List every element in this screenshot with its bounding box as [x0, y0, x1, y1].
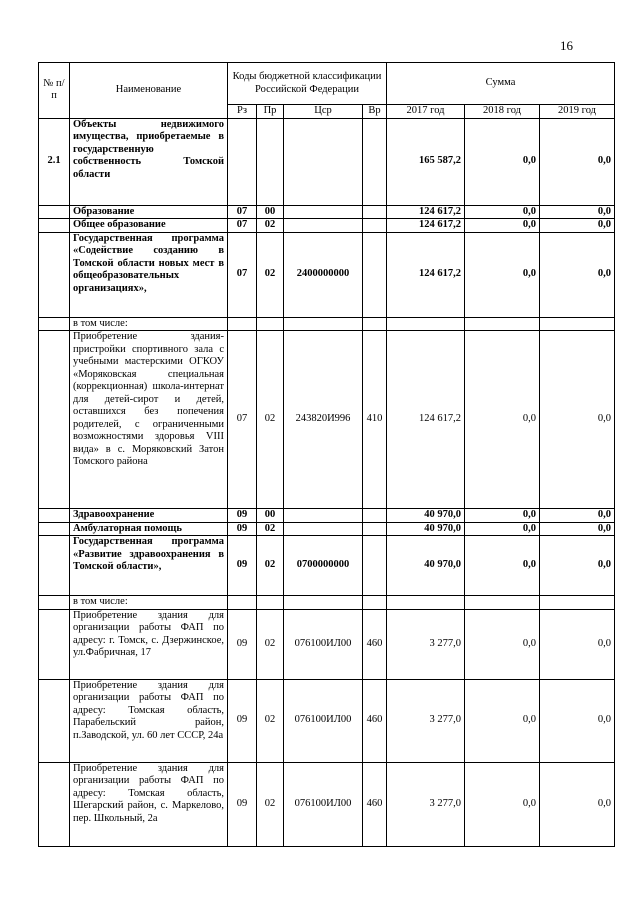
cell-2018: 0,0 [465, 762, 540, 846]
cell-vr [363, 317, 387, 331]
header-2017: 2017 год [387, 105, 465, 119]
cell-2019: 0,0 [540, 536, 615, 596]
cell-2018: 0,0 [465, 536, 540, 596]
cell-pr: 02 [257, 609, 284, 679]
cell-vr [363, 509, 387, 523]
cell-name: в том числе: [70, 596, 228, 610]
cell-2018: 0,0 [465, 509, 540, 523]
cell-rz: 09 [228, 522, 257, 536]
cell-name: Приобретение здания для организации работы ФАП по адресу: г. Томск, с. Дзержинское, ул.Фабричная, 17 [70, 609, 228, 679]
cell-2017: 124 617,2 [387, 331, 465, 509]
table-row [39, 205, 615, 219]
cell-rz: 09 [228, 679, 257, 762]
cell-2018: 0,0 [465, 679, 540, 762]
cell-2017: 124 617,2 [387, 219, 465, 233]
cell-csr [284, 522, 363, 536]
cell-2017: 40 970,0 [387, 536, 465, 596]
cell-2019: 0,0 [540, 331, 615, 509]
cell-name: Образование [70, 205, 228, 219]
cell-2019: 0,0 [540, 609, 615, 679]
cell-name: Общее образование [70, 219, 228, 233]
header-2018: 2018 год [465, 105, 540, 119]
table-row [39, 596, 615, 610]
cell-pr [257, 596, 284, 610]
cell-name: Приобретение здания для организации работы ФАП по адресу: Томская область, Парабельский район, п.Заводской, ул. 60 лет СССР, 24а [70, 679, 228, 762]
cell-name: Государственная программа «Содействие созданию в Томской области новых мест в общеобразовательных организациях», [70, 232, 228, 317]
cell-num [39, 219, 70, 233]
cell-vr: 460 [363, 609, 387, 679]
cell-vr [363, 522, 387, 536]
cell-2019: 0,0 [540, 522, 615, 536]
budget-table [38, 62, 615, 847]
cell-rz [228, 118, 257, 205]
cell-rz: 09 [228, 536, 257, 596]
cell-csr: 243820И996 [284, 331, 363, 509]
cell-2018: 0,0 [465, 118, 540, 205]
header-num: № п/п [39, 63, 70, 119]
cell-csr: 076100ИЛ00 [284, 762, 363, 846]
cell-name: в том числе: [70, 317, 228, 331]
cell-rz [228, 317, 257, 331]
cell-csr [284, 509, 363, 523]
cell-2017: 165 587,2 [387, 118, 465, 205]
cell-csr [284, 118, 363, 205]
header-pr: Пр [257, 105, 284, 119]
cell-name: Объекты недвижимого имущества, приобретаемые в государственную собственность Томской области [70, 118, 228, 205]
cell-num: 2.1 [39, 118, 70, 205]
cell-num [39, 762, 70, 846]
cell-name: Здравоохранение [70, 509, 228, 523]
cell-pr [257, 118, 284, 205]
cell-2017: 40 970,0 [387, 522, 465, 536]
cell-num [39, 331, 70, 509]
cell-pr: 02 [257, 219, 284, 233]
cell-vr [363, 536, 387, 596]
cell-rz: 07 [228, 205, 257, 219]
table-row [39, 232, 615, 317]
cell-2017: 3 277,0 [387, 609, 465, 679]
cell-pr: 02 [257, 679, 284, 762]
cell-rz [228, 596, 257, 610]
table-row [39, 609, 615, 679]
cell-2017: 3 277,0 [387, 762, 465, 846]
page-number: 16 [560, 38, 573, 53]
cell-vr: 460 [363, 762, 387, 846]
header-sum: Сумма [387, 63, 615, 105]
cell-2019: 0,0 [540, 205, 615, 219]
header-codes: Коды бюджетной классификации Российской Федерации [228, 63, 387, 105]
cell-rz: 09 [228, 762, 257, 846]
header-rz: Рз [228, 105, 257, 119]
cell-pr: 02 [257, 536, 284, 596]
cell-pr: 00 [257, 509, 284, 523]
cell-2018: 0,0 [465, 609, 540, 679]
cell-csr [284, 205, 363, 219]
table-row [39, 219, 615, 233]
cell-2019: 0,0 [540, 762, 615, 846]
cell-vr [363, 205, 387, 219]
cell-rz: 07 [228, 232, 257, 317]
cell-2017 [387, 317, 465, 331]
cell-2019 [540, 596, 615, 610]
cell-rz: 07 [228, 219, 257, 233]
cell-2018: 0,0 [465, 331, 540, 509]
cell-num [39, 232, 70, 317]
cell-2018: 0,0 [465, 219, 540, 233]
cell-pr: 02 [257, 522, 284, 536]
cell-2018 [465, 596, 540, 610]
cell-2017: 3 277,0 [387, 679, 465, 762]
cell-2017 [387, 596, 465, 610]
cell-vr [363, 596, 387, 610]
cell-num [39, 522, 70, 536]
cell-csr: 2400000000 [284, 232, 363, 317]
cell-2018: 0,0 [465, 205, 540, 219]
cell-name: Приобретение здания-пристройки спортивного зала с учебными мастерскими ОГКОУ «Моряковская специальная (коррекционная) школа-интернат для детей-сирот и детей, оставшихся без попечения родителей, с ограниченными возможностями здоровья VIII вида» в с. Моряковский Затон Томского района [70, 331, 228, 509]
table-row [39, 317, 615, 331]
cell-vr [363, 232, 387, 317]
cell-2019: 0,0 [540, 679, 615, 762]
cell-pr: 02 [257, 762, 284, 846]
table-row [39, 509, 615, 523]
cell-name: Амбулаторная помощь [70, 522, 228, 536]
cell-2018 [465, 317, 540, 331]
header-2019: 2019 год [540, 105, 615, 119]
cell-csr [284, 596, 363, 610]
cell-csr: 0700000000 [284, 536, 363, 596]
cell-vr [363, 219, 387, 233]
cell-num [39, 205, 70, 219]
cell-2019 [540, 317, 615, 331]
table-row [39, 762, 615, 846]
header-vr: Вр [363, 105, 387, 119]
cell-pr: 02 [257, 232, 284, 317]
cell-2019: 0,0 [540, 509, 615, 523]
cell-num [39, 509, 70, 523]
cell-vr: 460 [363, 679, 387, 762]
cell-num [39, 609, 70, 679]
header-csr: Цср [284, 105, 363, 119]
cell-pr [257, 317, 284, 331]
cell-num [39, 596, 70, 610]
cell-2019: 0,0 [540, 118, 615, 205]
cell-name: Приобретение здания для организации работы ФАП по адресу: Томская область, Шегарский район, с. Маркелово, пер. Школьный, 2а [70, 762, 228, 846]
cell-pr: 02 [257, 331, 284, 509]
table-row [39, 331, 615, 509]
cell-2019: 0,0 [540, 219, 615, 233]
table-row [39, 118, 615, 205]
cell-csr [284, 317, 363, 331]
cell-num [39, 536, 70, 596]
cell-name: Государственная программа «Развитие здравоохранения в Томской области», [70, 536, 228, 596]
cell-pr: 00 [257, 205, 284, 219]
table-row [39, 522, 615, 536]
cell-rz: 07 [228, 331, 257, 509]
cell-2017: 40 970,0 [387, 509, 465, 523]
cell-2019: 0,0 [540, 232, 615, 317]
cell-2017: 124 617,2 [387, 205, 465, 219]
header-name: Наименование [70, 63, 228, 119]
table-row [39, 536, 615, 596]
cell-csr [284, 219, 363, 233]
table-row [39, 679, 615, 762]
cell-csr: 076100ИЛ00 [284, 679, 363, 762]
cell-2018: 0,0 [465, 522, 540, 536]
cell-num [39, 317, 70, 331]
cell-vr [363, 118, 387, 205]
cell-csr: 076100ИЛ00 [284, 609, 363, 679]
cell-num [39, 679, 70, 762]
cell-vr: 410 [363, 331, 387, 509]
cell-2017: 124 617,2 [387, 232, 465, 317]
cell-2018: 0,0 [465, 232, 540, 317]
cell-rz: 09 [228, 609, 257, 679]
cell-rz: 09 [228, 509, 257, 523]
